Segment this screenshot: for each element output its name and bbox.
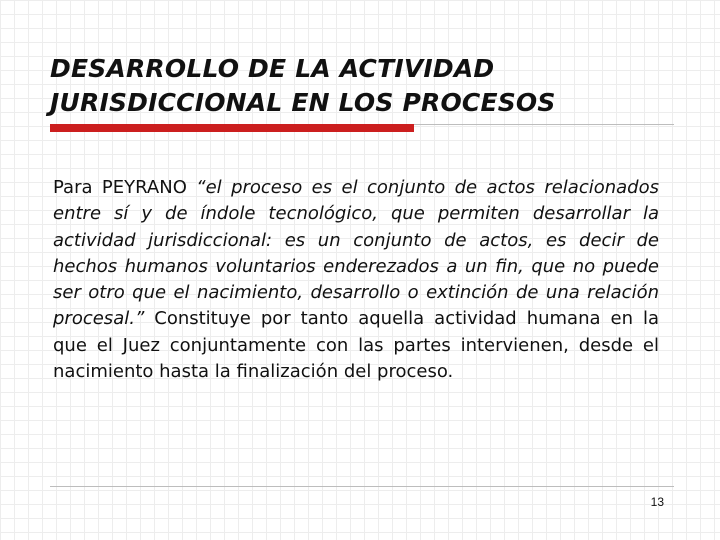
title-line-1: DESARROLLO DE LA ACTIVIDAD <box>50 54 495 83</box>
title-line-2: JURISDICCIONAL EN LOS PROCESOS <box>50 88 556 117</box>
page-number: 13 <box>650 495 664 509</box>
title-divider <box>414 124 674 125</box>
footer-divider <box>50 486 674 487</box>
body-quote: “el proceso es el conjunto de actos relacionados entre sí y de índole tecnológico, que permiten desarrollar la actividad jurisdiccional: es un conjunto de actos, es decir de hechos humanos voluntarios enderezados a un fin, que no puede ser otro que el nacimiento, desarrollo o extinción de una relación procesal.” <box>53 177 659 330</box>
body-paragraph <box>53 175 659 385</box>
title-accent-bar <box>50 124 414 132</box>
slide-title <box>50 52 670 120</box>
body-rest: Constituye por tanto aquella actividad humana en la que el Juez conjuntamente con las partes intervienen, desde el nacimiento hasta la finalización del proceso. <box>53 308 659 383</box>
body-intro: Para PEYRANO <box>53 177 197 198</box>
